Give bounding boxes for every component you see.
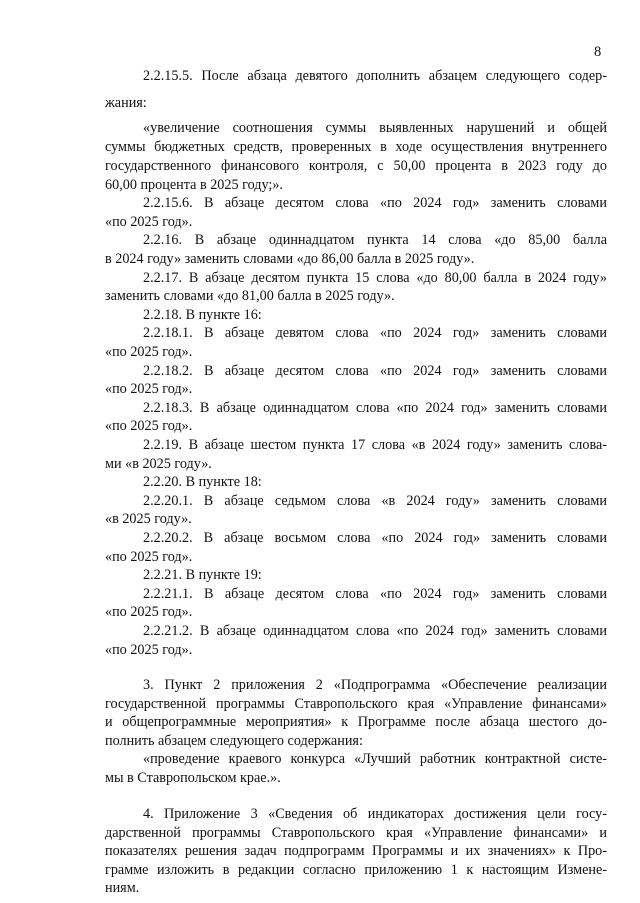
text-line: 60,00 процента в 2025 году;». <box>105 177 283 193</box>
text-line: 2.2.19. В абзаце шестом пункта 17 слова «в 2024 году» заменить слова- <box>143 437 607 453</box>
text-line: мы в Ставропольском крае.». <box>105 770 281 786</box>
text-line: 2.2.20.2. В абзаце восьмом слова «по 2024 год» заменить словами <box>143 530 607 546</box>
text-line: и общепрограммные мероприятия» к Программе после абзаца шестого до- <box>105 714 607 730</box>
text-line: «по 2025 год». <box>105 549 193 565</box>
text-line: «проведение краевого конкурса «Лучший работник контрактной систе- <box>143 751 607 767</box>
text-line: «увеличение соотношения суммы выявленных нарушений и общей <box>143 120 607 136</box>
text-line: суммы бюджетных средств, проверенных в ходе осуществления внутреннего <box>105 139 607 155</box>
text-line: заменить словами «до 81,00 балла в 2025 году». <box>105 288 395 304</box>
text-line: 2.2.15.6. В абзаце десятом слова «по 2024 год» заменить словами <box>143 195 607 211</box>
text-line: 2.2.16. В абзаце одиннадцатом пункта 14 слова «до 85,00 балла <box>143 232 607 248</box>
text-line: ниям. <box>105 880 140 896</box>
text-line: «по 2025 год». <box>105 604 193 620</box>
text-line: 3. Пункт 2 приложения 2 «Подпрограмма «Обеспечение реализации <box>143 677 607 693</box>
text-line: 2.2.18. В пункте 16: <box>143 307 262 323</box>
text-line: полнить абзацем следующего содержания: <box>105 733 363 749</box>
text-line: 2.2.20.1. В абзаце седьмом слова «в 2024 году» заменить словами <box>143 493 607 509</box>
text-line: 2.2.18.3. В абзаце одиннадцатом слова «по 2024 год» заменить словами <box>143 400 607 416</box>
text-line: государственного финансового контроля, с 50,00 процента в 2023 году до <box>105 158 607 174</box>
text-line: ми «в 2025 году». <box>105 456 212 472</box>
text-line: «по 2025 год». <box>105 418 193 434</box>
text-line: показателях решения задач подпрограмм Программы и их значениях» к Про- <box>105 843 607 859</box>
text-line: 4. Приложение 3 «Сведения об индикаторах достижения цели госу- <box>143 806 607 822</box>
text-line: 2.2.18.2. В абзаце десятом слова «по 2024 год» заменить словами <box>143 363 607 379</box>
text-line: 2.2.21.2. В абзаце одиннадцатом слова «по 2024 год» заменить словами <box>143 623 607 639</box>
text-line: в 2024 году» заменить словами «до 86,00 балла в 2025 году». <box>105 251 475 267</box>
text-line: 2.2.17. В абзаце десятом пункта 15 слова «до 80,00 балла в 2024 году» <box>143 270 607 286</box>
text-line: 2.2.21. В пункте 19: <box>143 567 262 583</box>
text-line: грамме изложить в редакции согласно приложению 1 к настоящим Измене- <box>105 862 607 878</box>
text-line: 2.2.18.1. В абзаце девятом слова «по 2024 год» заменить словами <box>143 325 607 341</box>
text-line: 2.2.21.1. В абзаце десятом слова «по 2024 год» заменить словами <box>143 586 607 602</box>
text-line: государственной программы Ставропольского края «Управление финансами» <box>105 696 607 712</box>
text-line: 2.2.20. В пункте 18: <box>143 474 262 490</box>
text-line: 2.2.15.5. После абзаца девятого дополнить абзацем следующего содер- <box>143 68 607 84</box>
text-line: «по 2025 год». <box>105 381 193 397</box>
text-line: «в 2025 году». <box>105 511 192 527</box>
text-line: жания: <box>105 95 147 111</box>
text-line: «по 2025 год». <box>105 344 193 360</box>
text-line: «по 2025 год». <box>105 214 193 230</box>
text-line: «по 2025 год». <box>105 642 193 658</box>
page-number: 8 <box>594 44 602 60</box>
text-line: дарственной программы Ставропольского края «Управление финансами» и <box>105 825 607 841</box>
